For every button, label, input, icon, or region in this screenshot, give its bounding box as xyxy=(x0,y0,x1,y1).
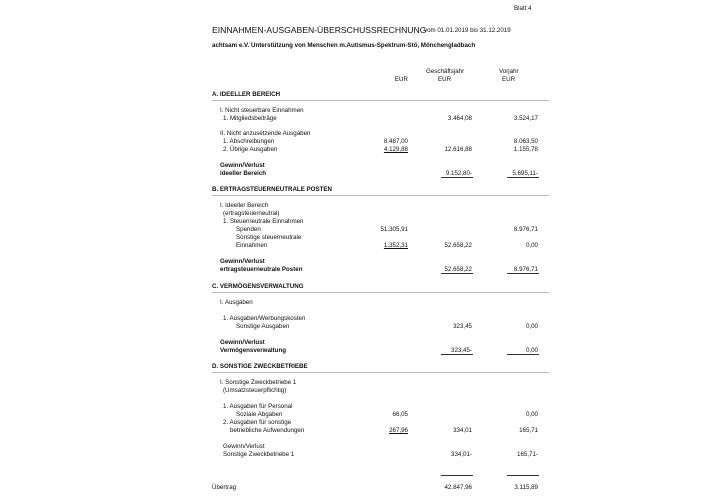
row-value-subtotal: 66,05 xyxy=(392,411,408,418)
total-underline xyxy=(441,273,473,274)
row-value-subtotal: 267,96 xyxy=(389,427,408,434)
row-value-previous-year: 8.976,71 xyxy=(513,226,538,233)
row-value-fiscal-year: 52.658,22 xyxy=(444,242,472,249)
section-c-rule xyxy=(212,292,549,293)
report-period: vom 01.01.2019 bis 31.12.2019 xyxy=(424,26,511,34)
section-b-title: B. ERTRAGSTEUERNEUTRALE POSTEN xyxy=(212,186,332,193)
total-underline xyxy=(507,177,539,178)
section-b-total-label: Gewinn/Verlust xyxy=(220,258,265,265)
row-value-fiscal-year: 334,01 xyxy=(453,427,472,434)
carry-overline xyxy=(507,475,539,476)
row-label: 1. Abschreibungen xyxy=(223,138,275,145)
row-value-subtotal: 8.487,00 xyxy=(383,138,408,145)
section-d-group-1: I. Sonstige Zweckbetriebe 1 xyxy=(220,379,297,386)
section-d-total-previous-year: 165,71- xyxy=(517,451,538,458)
column-fiscal-year: Geschäftsjahr xyxy=(426,68,465,75)
column-eur-subtotal: EUR xyxy=(394,76,408,83)
section-d-total-label-2: Sonstige Zweckbetriebe 1 xyxy=(223,451,295,458)
row-value-previous-year: 0,00 xyxy=(525,242,538,249)
total-underline xyxy=(441,354,473,355)
section-d-group-1-note: (Umsatzsteuerpflichtig) xyxy=(223,387,287,394)
section-d-total-label: Gewinn/Verlust xyxy=(223,443,265,450)
row-value-previous-year: 165,71 xyxy=(519,427,538,434)
sheet-number: Blatt 4 xyxy=(514,5,532,12)
section-a-rule xyxy=(212,100,549,101)
row-value-subtotal: 4.129,88 xyxy=(383,146,408,153)
row-value-previous-year: 0,00 xyxy=(525,411,538,418)
carry-overline xyxy=(441,475,473,476)
row-label: 2. Übrige Ausgaben xyxy=(223,146,278,153)
row-value-fiscal-year: 3.464,08 xyxy=(447,115,472,122)
row-label: Sonstige steuerneutrale xyxy=(236,234,302,241)
section-c-title: C. VERMÖGENSVERWALTUNG xyxy=(212,283,304,290)
section-d-title: D. SONSTIGE ZWECKBETRIEBE xyxy=(212,363,308,370)
row-value-subtotal: 1.352,31 xyxy=(383,242,408,249)
section-c-total-fiscal-year: 323,45- xyxy=(451,347,472,354)
section-c-total-label-2: Vermögensverwaltung xyxy=(220,347,287,354)
row-label: Sonstige Ausgaben xyxy=(236,323,290,330)
row-value-fiscal-year: 12.616,88 xyxy=(444,146,472,153)
section-c-total-label: Gewinn/Verlust xyxy=(220,339,265,346)
section-c-group-2: 1. Ausgaben/Werbungskosten xyxy=(223,315,306,322)
row-value-previous-year: 8.063,50 xyxy=(513,138,538,145)
carry-forward-previous-year: 3.115,89 xyxy=(514,484,538,491)
column-previous-year: Vorjahr xyxy=(499,68,519,75)
column-previous-year-eur: EUR xyxy=(502,76,516,83)
row-value-previous-year: 0,00 xyxy=(525,323,538,330)
section-a-total-fiscal-year: 9.152,80- xyxy=(445,170,472,177)
section-a-total-label: Gewinn/Verlust xyxy=(220,162,265,169)
section-a-total-previous-year: 5.695,11- xyxy=(512,170,538,177)
row-label: Spenden xyxy=(236,226,261,233)
row-label: 1. Mitgliedsbeiträge xyxy=(223,115,277,122)
total-underline xyxy=(507,273,539,274)
organization-name: achtsam e.V. Unterstützung von Menschen m.Autismus-Spektrum-Stö, Mönchengladbach xyxy=(212,42,476,49)
section-c-total-previous-year: 0,00 xyxy=(525,347,538,354)
row-value-previous-year: 1.155,78 xyxy=(513,146,538,153)
row-value-fiscal-year: 323,45 xyxy=(453,323,472,330)
carry-forward-label: Übertrag xyxy=(212,484,237,491)
section-a-total-label-2: ideeller Bereich xyxy=(220,170,267,177)
row-value-previous-year: 3.524,17 xyxy=(513,115,538,122)
section-d-rule xyxy=(212,372,549,373)
section-a-group-2: II. Nicht anzusetzende Ausgaben xyxy=(220,130,311,137)
section-b-group-1: I. Ideeller Bereich xyxy=(220,202,269,209)
section-b-group-2: 1. Steuerneutrale Einnahmen xyxy=(223,218,304,225)
section-d-total-fiscal-year: 334,01- xyxy=(451,451,472,458)
section-d-group-2: 1. Ausgaben für Personal xyxy=(223,403,293,410)
section-b-rule xyxy=(212,195,549,196)
carry-forward-fiscal-year: 42.847,96 xyxy=(444,484,472,491)
section-a-title: A. IDEELLER BEREICH xyxy=(212,91,281,98)
row-value-subtotal: 51.305,91 xyxy=(380,226,408,233)
total-underline xyxy=(441,177,473,178)
total-underline xyxy=(507,354,539,355)
section-b-group-1-note: (ertragsteuerneutral) xyxy=(223,210,280,217)
section-a-group-1: I. Nicht steuerbare Einnahmen xyxy=(220,107,304,114)
column-fiscal-year-eur: EUR xyxy=(438,76,452,83)
report-title: EINNAHMEN-AUSGABEN-ÜBERSCHUSSRECHNUNG xyxy=(212,25,427,35)
section-d-group-3: 2. Ausgaben für sonstige xyxy=(223,419,292,426)
section-b-total-fiscal-year: 52.658,22 xyxy=(444,266,472,273)
section-b-total-label-2: ertragsteuerneutrale Posten xyxy=(220,266,303,273)
section-c-group-1: I. Ausgaben xyxy=(220,299,253,306)
row-label: betriebliche Aufwendungen xyxy=(230,427,305,434)
row-label: Soziale Abgaben xyxy=(236,411,283,418)
section-b-total-previous-year: 8.976,71 xyxy=(513,266,538,273)
row-label: Einnahmen xyxy=(236,242,268,249)
